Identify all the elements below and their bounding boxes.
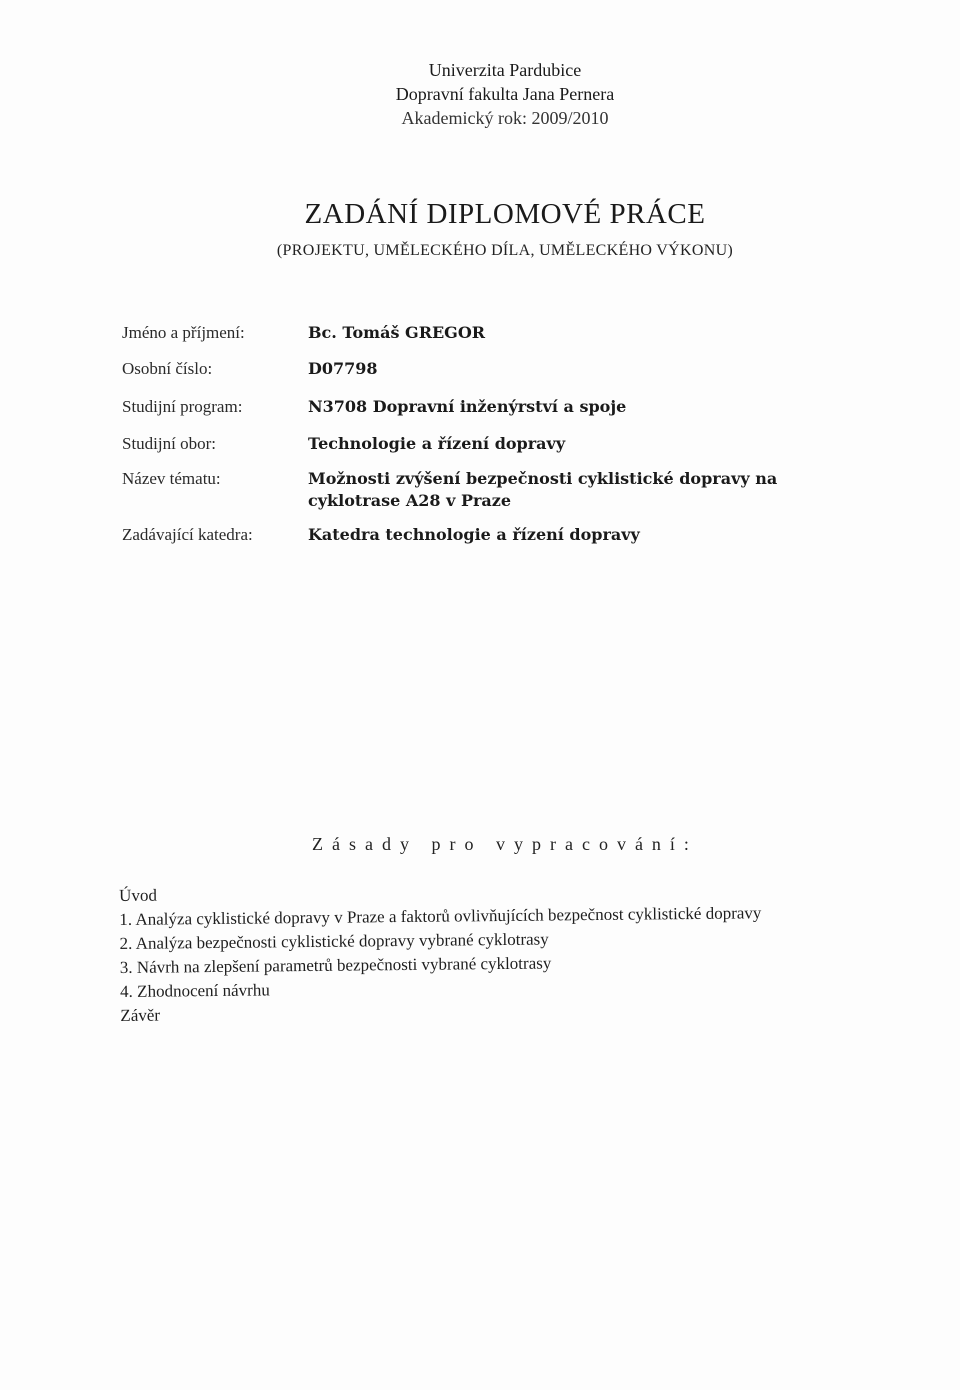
field-label: Studijní obor: [122, 434, 216, 453]
field-row-personal-number [122, 358, 882, 380]
thesis-fields [122, 322, 882, 546]
field-row-name [122, 322, 882, 344]
list-item: 4. Zhodnocení návrhu [120, 980, 270, 1001]
field-row-topic [122, 468, 882, 512]
document-title: ZADÁNÍ DIPLOMOVÉ PRÁCE [304, 198, 706, 230]
field-label: Studijní program: [122, 397, 243, 416]
list-item: 2. Analýza bezpečnosti cyklistické dopravy vybrané cyklotrasy [119, 929, 549, 953]
field-label: Jméno a příjmení: [122, 323, 245, 342]
academic-year: Akademický rok: 2009/2010 [401, 108, 609, 128]
rules-list [119, 876, 920, 1028]
field-value: Technologie a řízení dopravy [308, 434, 566, 453]
field-value: Možnosti zvýšení bezpečnosti cyklistické dopravy na cyklotrase A28 v Praze [308, 469, 778, 510]
field-row-study-field [122, 433, 882, 455]
field-label: Zadávající katedra: [122, 525, 253, 544]
university-name: Univerzita Pardubice [428, 60, 582, 80]
list-item: 3. Návrh na zlepšení parametrů bezpečnosti vybrané cyklotrasy [119, 953, 552, 977]
rules-heading: Zásady pro vypracování: [312, 834, 698, 854]
field-row-study-program [122, 396, 882, 418]
field-value: Katedra technologie a řízení dopravy [308, 525, 640, 544]
faculty-name: Dopravní fakulta Jana Pernera [395, 84, 615, 104]
field-row-department [122, 524, 882, 546]
list-item: 1. Analýza cyklistické dopravy v Praze a faktorů ovlivňujících bezpečnost cyklistické dopravy [119, 903, 762, 929]
field-label: Název tématu: [122, 469, 221, 488]
document-header [0, 58, 960, 130]
field-label: Osobní číslo: [122, 359, 213, 378]
field-value: D07798 [308, 359, 378, 378]
document-subtitle: (PROJEKTU, UMĚLECKÉHO DÍLA, UMĚLECKÉHO VÝKONU) [276, 242, 734, 259]
field-value: Bc. Tomáš GREGOR [308, 323, 486, 342]
list-item: Úvod [119, 885, 157, 905]
field-value: N3708 Dopravní inženýrství a spoje [308, 397, 627, 416]
list-item: Závěr [120, 1005, 161, 1025]
